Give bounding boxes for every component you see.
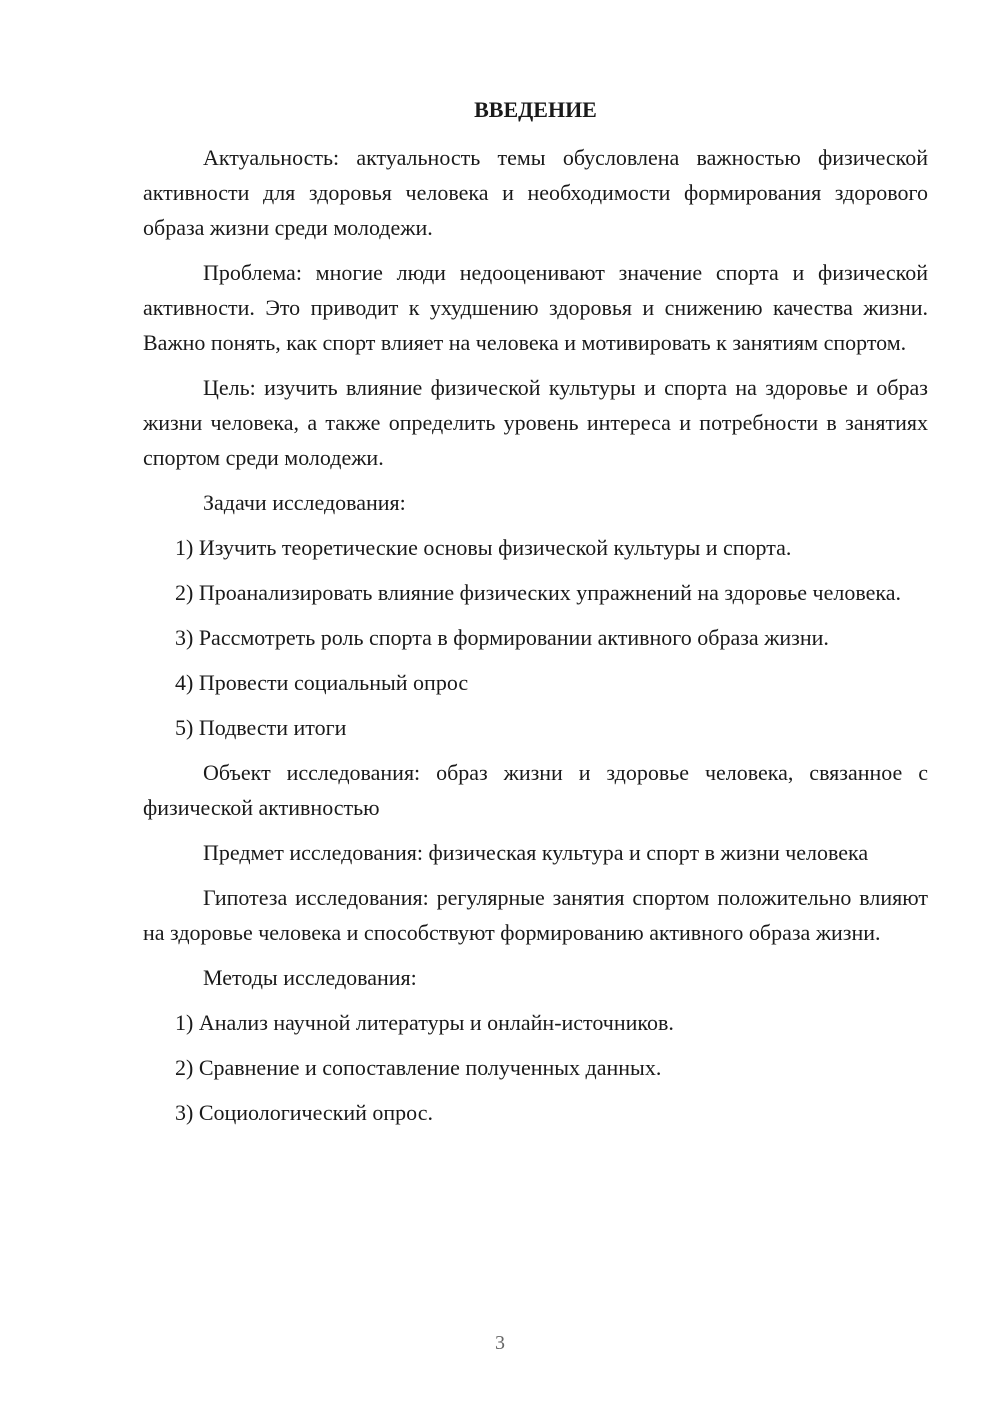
problem-paragraph: Проблема: многие люди недооценивают значение спорта и физической активности. Это приводит к ухудшению здоровья и снижению качества жизни. Важно понять, как спорт влияет на человека и мотивировать к занятиям спортом. [143,260,928,355]
methods-heading: Методы исследования: [203,965,417,990]
document-title: ВВЕДЕНИЕ [474,97,597,122]
method-item-1: 1) Анализ научной литературы и онлайн-источников. [175,1010,674,1035]
subject-paragraph: Предмет исследования: физическая культура и спорт в жизни человека [203,840,869,865]
method-item-3: 3) Социологический опрос. [175,1100,433,1125]
hypothesis-paragraph: Гипотеза исследования: регулярные занятия спортом положительно влияют на здоровье человека и способствуют формированию активного образа жизни. [143,885,928,945]
method-item-2: 2) Сравнение и сопоставление полученных данных. [175,1055,662,1080]
object-paragraph: Объект исследования: образ жизни и здоровье человека, связанное с физической активностью [143,760,928,820]
task-item-5: 5) Подвести итоги [175,715,347,740]
task-item-4: 4) Провести социальный опрос [175,670,469,695]
task-item-2: 2) Проанализировать влияние физических упражнений на здоровье человека. [175,580,901,605]
tasks-heading: Задачи исследования: [203,490,406,515]
task-item-1: 1) Изучить теоретические основы физической культуры и спорта. [175,535,792,560]
page-number: 3 [495,1332,505,1354]
document-page [143,92,928,1140]
goal-paragraph: Цель: изучить влияние физической культуры и спорта на здоровье и образ жизни человека, а также определить уровень интереса и потребности в занятиях спортом среди молодежи. [143,375,928,470]
relevance-paragraph: Актуальность: актуальность темы обусловлена важностью физической активности для здоровья человека и необходимости формирования здорового образа жизни среди молодежи. [143,145,928,240]
task-item-3: 3) Рассмотреть роль спорта в формировании активного образа жизни. [175,625,829,650]
